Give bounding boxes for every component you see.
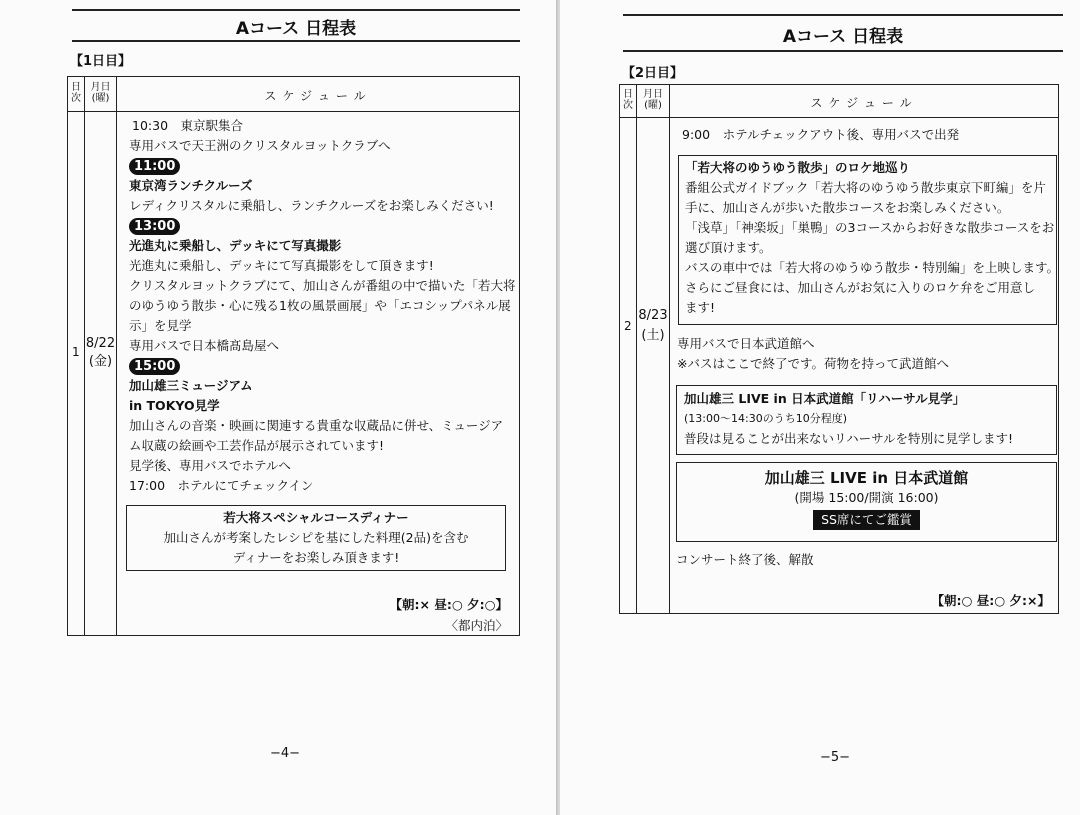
rehearsal-sub: (13:00〜14:30のうち10分程度) <box>684 412 847 425</box>
walk-line: バスの車中では「若大将のゆうゆう散歩・特別編」を上映します。 <box>685 260 1060 275</box>
schedule-line: 17:00 ホテルにてチェックイン <box>129 478 314 493</box>
title-top-rule <box>623 14 1063 16</box>
time-badge: 15:00 <box>129 358 180 375</box>
meals-info <box>850 590 1050 611</box>
schedule-line: ※バスはここで終了です。荷物を持って武道館へ <box>677 356 949 371</box>
rehearsal-box <box>676 385 1057 455</box>
weekday: (土) <box>641 328 665 343</box>
schedule-line: 光進丸に乗船し、デッキにて写真撮影をして頂きます! <box>129 258 434 273</box>
walk-box <box>678 155 1060 325</box>
meals: 【朝:○ 昼:○ 夕:×】 <box>931 593 1050 608</box>
walk-line: 「浅草」「神楽坂」「巣鴨」の3コースからお好きな散歩コースをお <box>685 220 1055 235</box>
event-heading: 光進丸に乗船し、デッキにて写真撮影 <box>129 238 342 253</box>
walk-line: さらにご昼食には、加山さんがお気に入りのロケ弁をご用意し <box>685 280 1036 295</box>
title-bottom-rule <box>72 40 520 42</box>
walk-title: 「若大将のゆうゆう散歩」のロケ地巡り <box>685 160 911 175</box>
live-times: (開場 15:00/開演 16:00) <box>794 490 939 505</box>
schedule-line: ム収蔵の絵画や工芸作品が展示されています! <box>129 438 385 453</box>
header-day: 日次 <box>71 82 81 104</box>
date: 8/23 <box>638 308 668 323</box>
time-badge: 13:00 <box>129 218 180 235</box>
title-top-rule <box>72 9 520 11</box>
end-line <box>676 550 814 570</box>
walk-line: ます! <box>685 300 716 315</box>
seat-badge: SS席にてご鑑賞 <box>813 510 920 530</box>
dinner-line: ディナーをお楽しみ頂きます! <box>232 550 400 565</box>
schedule-line: 見学後、専用バスでホテルへ <box>129 458 291 473</box>
schedule-line: レディクリスタルに乗船し、ランチクルーズをお楽しみください! <box>129 198 494 213</box>
lodging: 〈都内泊〉 <box>445 618 508 633</box>
dinner-line: 加山さんが考案したレシピを基にした料理(2品)を含む <box>163 530 469 545</box>
schedule-line: 示」を見学 <box>129 318 192 333</box>
walk-line: 手に、加山さんが歩いた散歩コースをお楽しみください。 <box>685 200 1010 215</box>
live-box <box>676 462 1057 542</box>
schedule-line: 専用バスで天王洲のクリスタルヨットクラブへ <box>129 138 391 153</box>
event-heading: 加山雄三ミュージアム <box>129 378 253 393</box>
page-title: Aコース 日程表 <box>782 27 904 47</box>
header-day: 日次 <box>623 89 633 111</box>
page-number: −4− <box>269 746 301 761</box>
header-schedule: スケジュール <box>810 96 918 110</box>
page-number: −5− <box>819 750 851 765</box>
dinner-title: 若大将スペシャルコースディナー <box>223 510 409 525</box>
walk-line: 番組公式ガイドブック「若大将のゆうゆう散歩東京下町編」を片 <box>685 180 1046 195</box>
day-number: 2 <box>624 319 632 333</box>
meals: 【朝:× 昼:○ 夕:○】 <box>389 597 508 612</box>
rehearsal-title: 加山雄三 LIVE in 日本武道館「リハーサル見学」 <box>684 391 966 406</box>
mid-lines <box>677 334 949 374</box>
day-label: 【1日目】 <box>70 54 132 69</box>
day-number: 1 <box>72 345 80 359</box>
schedule-line: のゆうゆう散歩・心に残る1枚の風景画展」や「エコシップパネル展 <box>129 298 511 313</box>
walk-line: 選び頂けます。 <box>685 240 772 255</box>
schedule-line: 専用バスで日本橋髙島屋へ <box>129 338 280 353</box>
meals-info <box>300 594 508 636</box>
event-heading: 東京湾ランチクルーズ <box>129 178 253 193</box>
schedule-content <box>129 116 514 496</box>
page-title: Aコース 日程表 <box>235 19 357 39</box>
schedule-line: クリスタルヨットクラブにて、加山さんが番組の中で描いた「若大将 <box>129 278 516 293</box>
rehearsal-line: 普段は見ることが出来ないリハーサルを特別に見学します! <box>684 431 1014 446</box>
right-page <box>560 0 1080 815</box>
schedule-line: 9:00 ホテルチェックアウト後、専用バスで出発 <box>682 127 960 142</box>
header-schedule: スケジュール <box>264 89 372 103</box>
time-badge: 11:00 <box>129 158 180 175</box>
schedule-line: 10:30 東京駅集合 <box>132 118 244 133</box>
title-bottom-rule <box>623 50 1063 52</box>
weekday: (金) <box>88 354 113 369</box>
header-date: 月日(曜) <box>643 89 663 111</box>
first-line <box>682 125 959 145</box>
header-date: 月日(曜) <box>90 82 111 104</box>
day-label: 【2日目】 <box>622 66 684 81</box>
schedule-line: 加山さんの音楽・映画に関連する貴重な収蔵品に併せ、ミュージア <box>129 418 504 433</box>
event-heading: in TOKYO見学 <box>129 398 220 413</box>
schedule-line: コンサート終了後、解散 <box>676 552 814 567</box>
date: 8/22 <box>85 336 116 351</box>
dinner-box <box>126 505 506 571</box>
live-title: 加山雄三 LIVE in 日本武道館 <box>764 469 969 487</box>
schedule-line: 専用バスで日本武道館へ <box>677 336 815 351</box>
